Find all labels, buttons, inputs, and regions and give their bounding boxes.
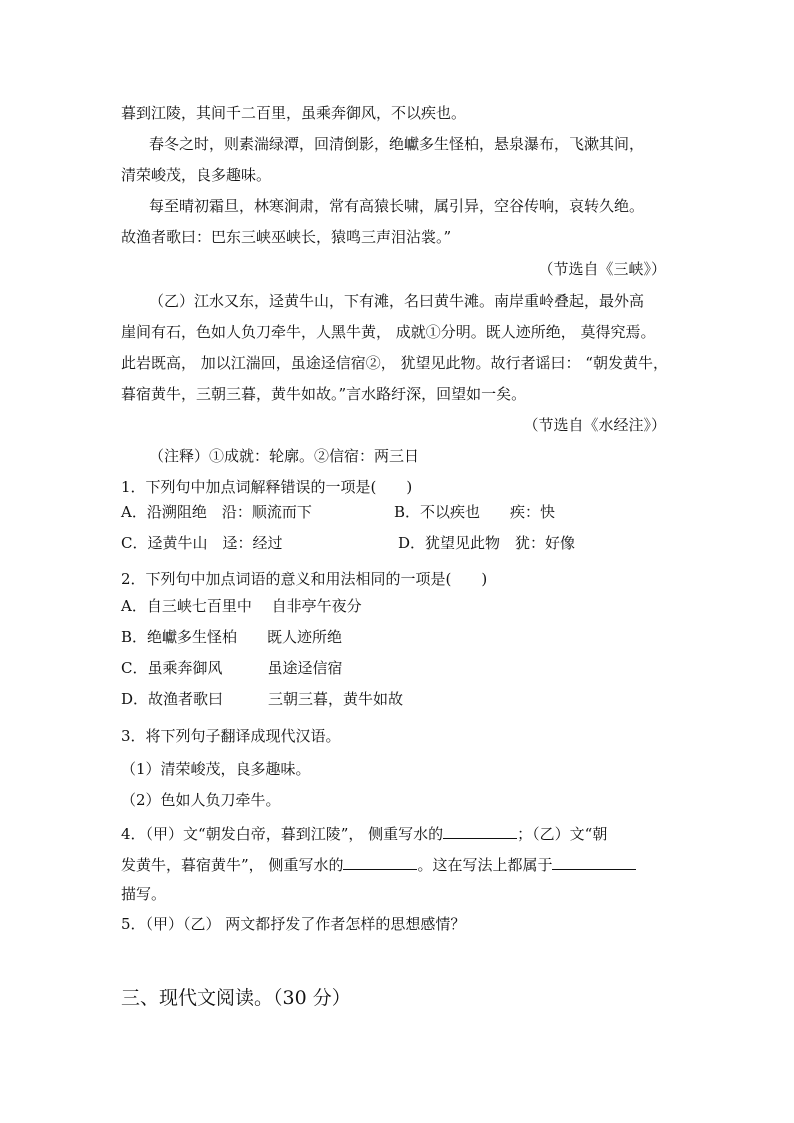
passage-yi-line: 暮宿黄牛，三朝三暮，黄牛如故。”言水路纡深，回望如一矣。 (121, 385, 527, 403)
question-text: 。这在写法上都属于 (417, 856, 553, 874)
passage-jia-line: 故渔者歌曰：巴东三峡巫峡长，猿鸣三声泪沾裳。” (121, 228, 452, 246)
passage-yi-line: 此岩既高， 加以江湍回，虽途迳信宿②， 犹望见此物。故行者谣曰： “朝发黄牛， (121, 354, 668, 372)
passage-jia-line: 每至晴初霜旦，林寒涧肃，常有高猿长啸，属引异，空谷传响，哀转久绝。 (149, 197, 645, 215)
question-text: 4．（甲）文“朝发白帝，暮到江陵”， 侧重写水的 (121, 825, 444, 843)
option-c: C．迳黄牛山 迳：经过 (121, 534, 283, 552)
translate-sentence-2: （2）色如人负刀牵牛。 (121, 791, 281, 809)
option-a: A．自三峡七百里中 自非亭午夜分 (121, 597, 362, 615)
question-stem: 1．下列句中加点词解释错误的一项是( ) (121, 478, 413, 496)
option-a: A．沿溯阻绝 沿：顺流而下 (121, 503, 312, 521)
question-text: 发黄牛，暮宿黄牛”， 侧重写水的 (121, 856, 344, 874)
passage-yi-source: （节选自《水经注》） (523, 416, 666, 434)
question-text: ；（乙）文“朝 (517, 825, 608, 843)
section-heading: 三、现代文阅读。（30 分） (121, 987, 351, 1009)
passage-yi-line: 崖间有石，色如人负刀牵牛，人黑牛黄， 成就①分明。既人迹所绝， 莫得究焉。 (121, 323, 656, 341)
question-stem: 5．（甲）（乙） 两文都抒发了作者怎样的思想感情？ (121, 915, 466, 933)
passage-jia-line: 暮到江陵，其间千二百里，虽乘奔御风，不以疾也。 (121, 104, 467, 122)
translate-sentence-1: （1）清荣峻茂，良多趣味。 (121, 760, 311, 778)
option-b: B．绝巘多生怪柏 既人迹所绝 (121, 628, 343, 646)
passage-jia-line: 春冬之时，则素湍绿潭，回清倒影，绝巘多生怪柏，悬泉瀑布，飞漱其间， (149, 135, 645, 153)
question-4-line-1 (121, 822, 607, 844)
question-stem: 2．下列句中加点词语的意义和用法相同的一项是( ) (121, 570, 488, 588)
passage-yi-line: （乙）江水又东，迳黄牛山，下有滩，名曰黄牛滩。南岸重岭叠起，最外高 (149, 292, 645, 310)
option-d: D．犹望见此物 犹：好像 (398, 534, 576, 552)
question-4-line-2 (121, 853, 636, 875)
question-stem: 3．将下列句子翻译成现代汉语。 (121, 727, 341, 745)
question-text: 描写。 (121, 885, 167, 903)
answer-blank[interactable] (343, 853, 417, 870)
option-b: B．不以疾也 疾：快 (394, 503, 556, 521)
answer-blank[interactable] (443, 822, 517, 839)
passage-jia-line: 清荣峻茂，良多趣味。 (121, 166, 272, 184)
annotation-note: （注释）①成就：轮廓。②信宿：两三日 (149, 447, 420, 465)
answer-blank[interactable] (552, 853, 636, 870)
passage-jia-source: （节选自《三峡》） (538, 260, 666, 278)
option-c: C．虽乘奔御风 虽途迳信宿 (121, 659, 343, 677)
option-d: D．故渔者歌曰 三朝三暮，黄牛如故 (121, 690, 404, 708)
